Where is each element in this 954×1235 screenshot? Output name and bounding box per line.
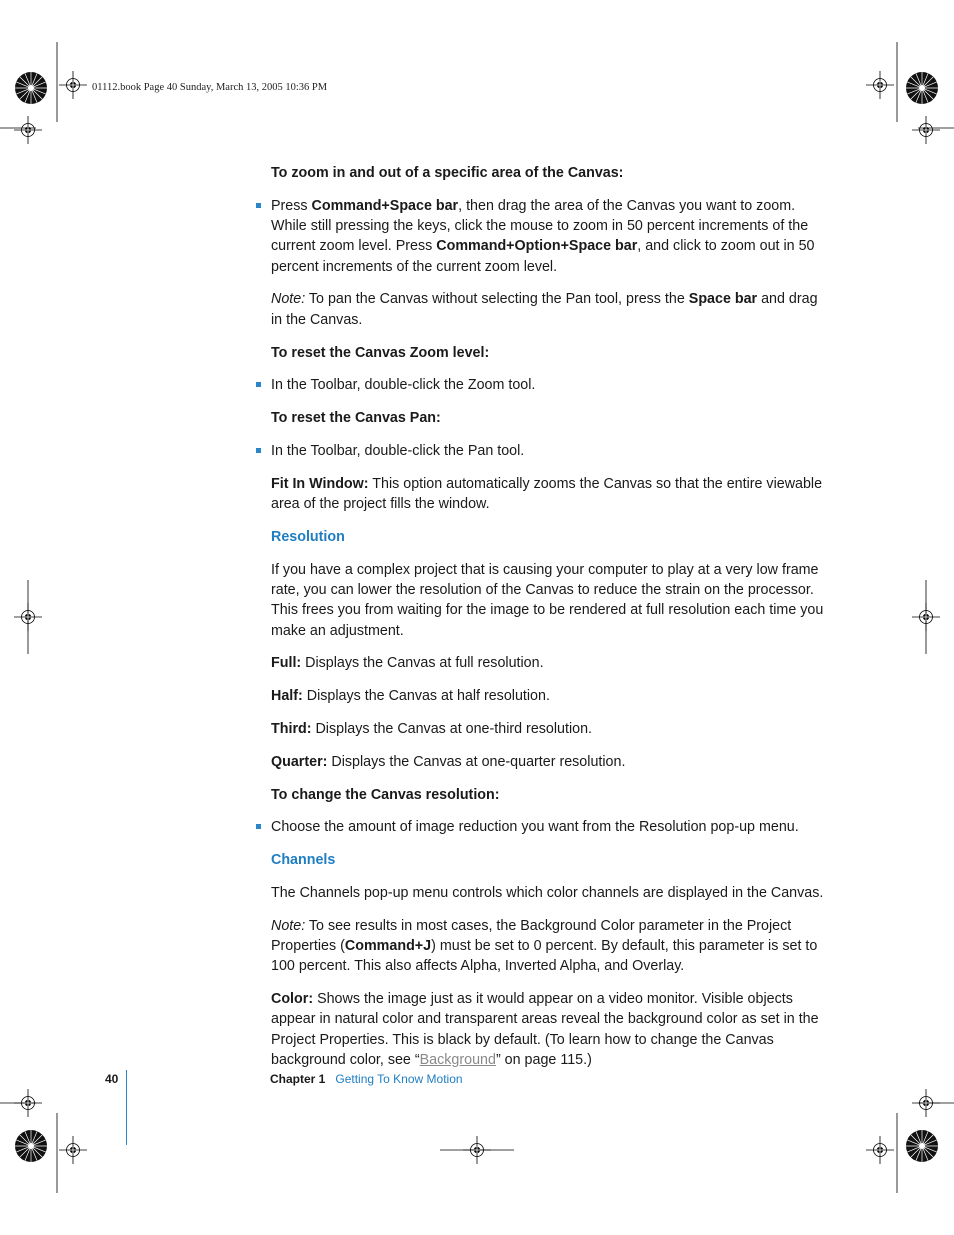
term-text: ” on page 115.): [495, 1052, 592, 1068]
term-label: Third:: [271, 720, 312, 737]
term-text: Shows the image just as it would appear on a video monitor. Visible objects appear in natural color and transparent areas reveal the background color as set in the Project Properties. This is black by default. (To learn how to change the Canvas background color, see “: [271, 991, 819, 1068]
text: To pan the Canvas without selecting the Pan tool, press the: [305, 291, 689, 308]
term-color: [271, 989, 826, 1070]
note-label: Note:: [271, 291, 306, 308]
task-heading-reset-zoom: To reset the Canvas Zoom level:: [271, 344, 490, 361]
term-text: This option automatically zooms the Canvas so that the entire viewable area of the project fills the window.: [271, 475, 823, 513]
note-label: Note:: [271, 917, 306, 934]
term-quarter: [271, 752, 826, 772]
term-label: Fit In Window:: [271, 475, 369, 492]
resolution-body: If you have a complex project that is causing your computer to play at a very low frame rate, you can lower the resolution of the Canvas to reduce the strain on the processor. This frees you from waiting for the image to be rendered at full resolution each time you make an adjustment.: [271, 561, 824, 639]
key-combo: Command+Space bar: [311, 197, 459, 214]
text: ) must be set to 0 percent. By default, this parameter is set to 100 percent. This also affects Alpha, Inverted Alpha, and Overlay.: [271, 938, 818, 975]
print-slug: 01112.book Page 40 Sunday, March 13, 2005 10:36 PM: [92, 82, 328, 93]
note-pan: [271, 289, 826, 330]
bullet-reset-pan: In the Toolbar, double-click the Pan tool.: [271, 441, 826, 461]
term-text: Displays the Canvas at full resolution.: [301, 655, 544, 672]
text: , and click to zoom out in 50 percent increments of the current zoom level.: [271, 238, 815, 275]
section-heading-channels: Channels: [271, 852, 336, 869]
chapter-label: Chapter 1: [270, 1072, 326, 1086]
page-body: [271, 163, 826, 1083]
footer-chapter: [270, 1072, 463, 1086]
term-text: Displays the Canvas at one-quarter resolution.: [327, 753, 626, 770]
channels-body: The Channels pop-up menu controls which color channels are displayed in the Canvas.: [271, 884, 824, 901]
term-label: Full:: [271, 655, 302, 672]
task-heading-reset-pan: To reset the Canvas Pan:: [271, 410, 441, 427]
term-label: Half:: [271, 688, 303, 705]
term-fit-in-window: [271, 474, 826, 515]
text: To see results in most cases, the Background Color parameter in the Project Properties (: [271, 917, 792, 955]
page-number: 40: [105, 1072, 119, 1086]
term-half: [271, 686, 826, 706]
bullet-reset-zoom: In the Toolbar, double-click the Zoom tool.: [271, 375, 826, 395]
term-text: Displays the Canvas at half resolution.: [302, 688, 550, 705]
term-text: Displays the Canvas at one-third resolution.: [311, 720, 593, 737]
task-heading-zoom: To zoom in and out of a specific area of the Canvas:: [271, 165, 624, 181]
key-combo: Command+J: [344, 938, 432, 955]
key-combo: Space bar: [688, 291, 758, 308]
footer-rule: [126, 1070, 127, 1145]
chapter-title: Getting To Know Motion: [335, 1072, 463, 1086]
background-link[interactable]: Background: [419, 1052, 496, 1068]
term-third: [271, 719, 826, 739]
text: and drag in the Canvas.: [271, 291, 818, 328]
section-heading-resolution: Resolution: [271, 528, 345, 545]
term-label: Color:: [271, 991, 314, 1008]
bullet-zoom: [271, 196, 826, 277]
note-background: [271, 916, 826, 977]
text: , then drag the area of the Canvas you want to zoom. While still pressing the keys, click the mouse to zoom in 50 percent increments of the current zoom level. Press: [271, 197, 809, 255]
key-combo: Command+Option+Space bar: [436, 238, 638, 255]
bullet-change-resolution: Choose the amount of image reduction you want from the Resolution pop-up menu.: [271, 817, 826, 837]
text: Press: [271, 197, 312, 214]
task-heading-change-resolution: To change the Canvas resolution:: [271, 786, 500, 803]
term-full: [271, 653, 826, 673]
term-label: Quarter:: [271, 753, 328, 770]
